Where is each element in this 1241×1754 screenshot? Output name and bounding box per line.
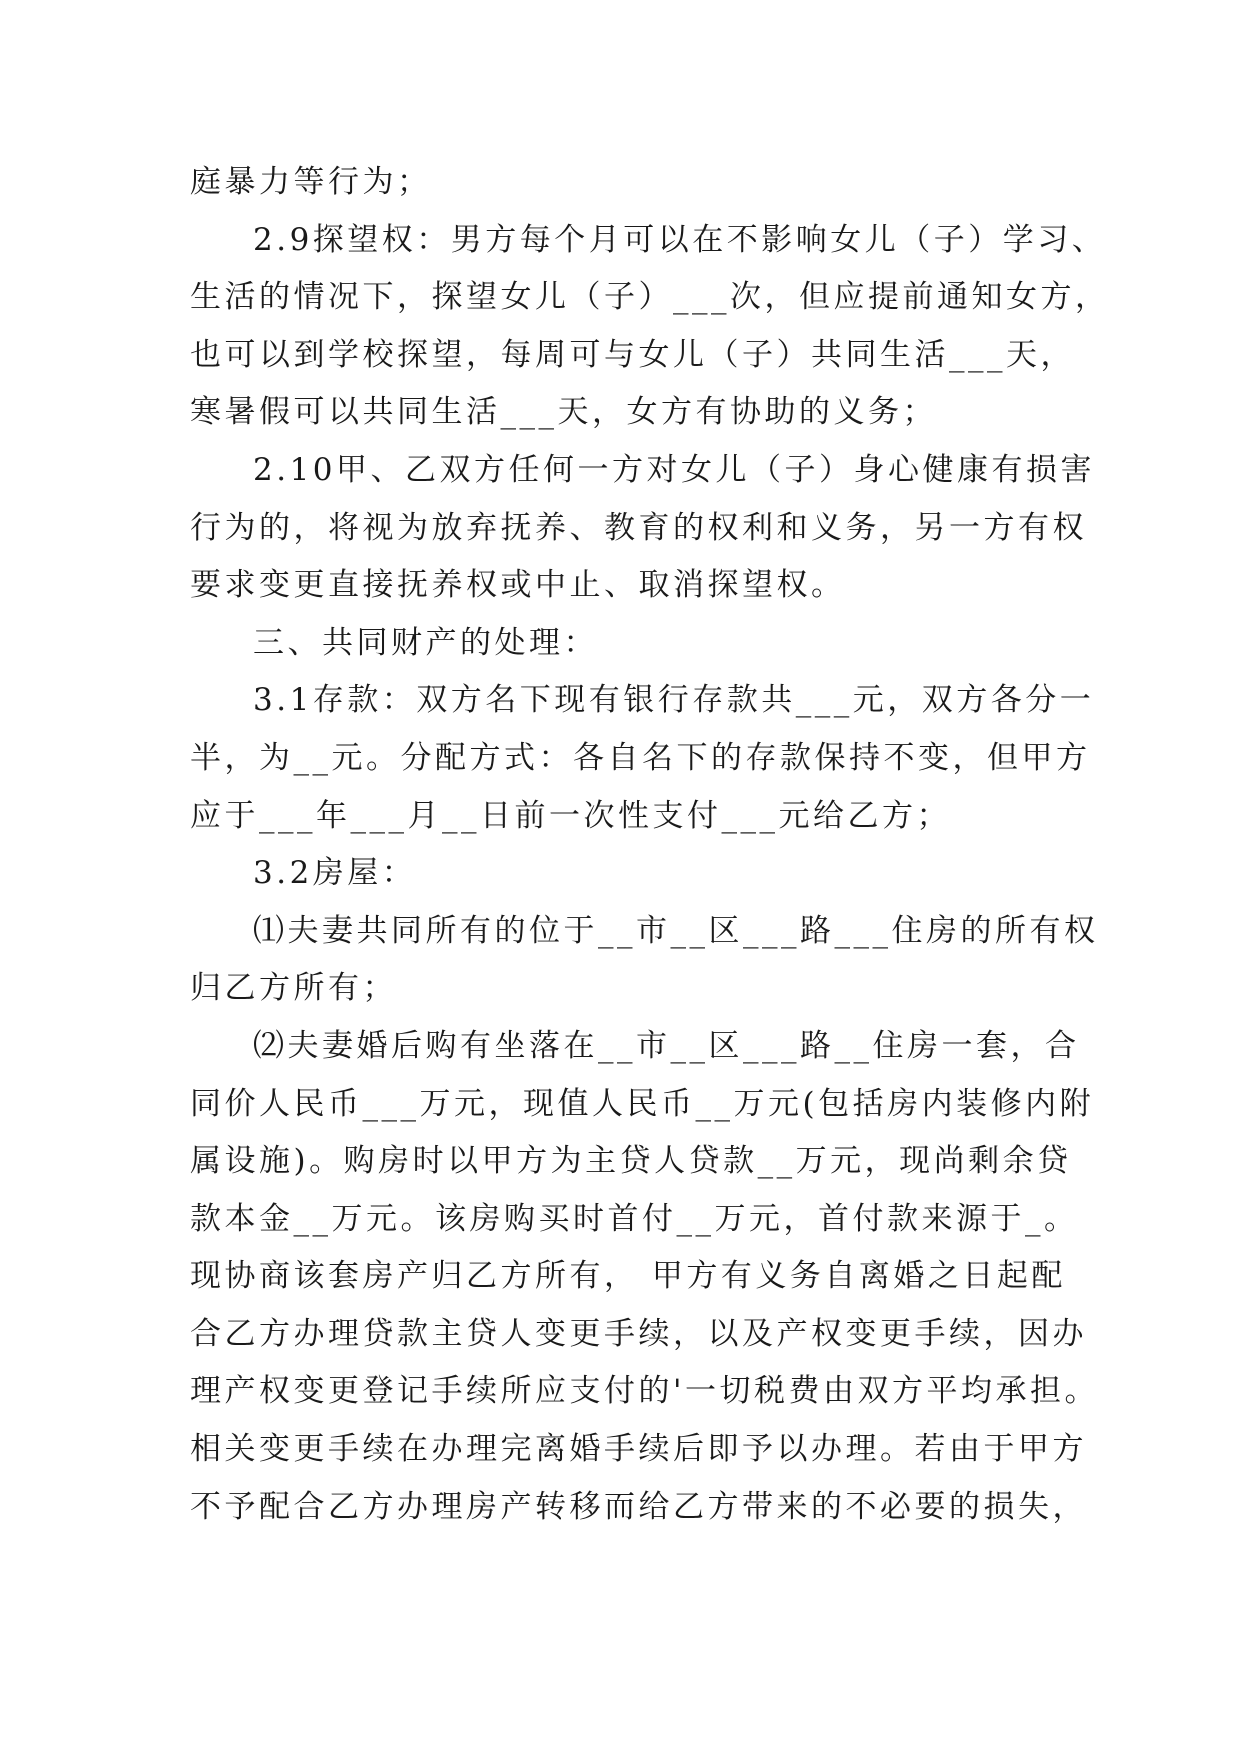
text-line: 半，为__元。分配方式：各自名下的存款保持不变，但甲方 [190, 739, 1091, 776]
text-line: 理产权变更登记手续所应支付的'一切税费由双方平均承担。 [190, 1373, 1100, 1410]
text-line: 寒暑假可以共同生活___天，女方有协助的义务； [190, 394, 937, 431]
text-line: 3.2房屋： [253, 855, 417, 892]
text-line: 相关变更手续在办理完离婚手续后即予以办理。若由于甲方 [190, 1431, 1087, 1468]
text-line: 要求变更直接抚养权或中止、取消探望权。 [190, 567, 846, 604]
text-line: 同价人民币___万元，现值人民币__万元(包括房内装修内附 [190, 1085, 1095, 1122]
text-line: 行为的，将视为放弃抚养、教育的权利和义务，另一方有权 [190, 509, 1087, 546]
text-line: 应于___年___月__日前一次性支付___元给乙方； [190, 797, 951, 834]
text-line: 不予配合乙方办理房产转移而给乙方带来的不必要的损失， [190, 1488, 1087, 1525]
text-line: ⑵夫妻婚后购有坐落在__市__区___路__住房一套，合 [253, 1027, 1080, 1064]
document-body [190, 154, 1110, 1536]
text-line: 庭暴力等行为； [190, 164, 432, 200]
section-heading: 三、共同财产的处理： [253, 624, 598, 661]
text-line: 属设施)。购房时以甲方为主贷人贷款__万元，现尚剩余贷 [190, 1143, 1072, 1180]
text-line: 3.1存款：双方名下现有银行存款共___元，双方各分一 [253, 682, 1095, 719]
text-line: ⑴夫妻共同所有的位于__市__区___路___住房的所有权 [253, 912, 1099, 949]
text-line: 归乙方所有； [190, 970, 397, 1007]
text-line: 合乙方办理贷款主贷人变更手续，以及产权变更手续，因办 [190, 1315, 1087, 1352]
text-line: 2.10甲、乙双方任何一方对女儿（子）身心健康有损害 [253, 451, 1096, 488]
text-line: 2.9探望权：男方每个月可以在不影响女儿（子）学习、 [253, 221, 1107, 258]
text-line: 款本金__万元。该房购买时首付__万元，首付款来源于_。 [190, 1200, 1079, 1237]
text-line: 也可以到学校探望，每周可与女儿（子）共同生活___天， [190, 336, 1075, 373]
text-line: 生活的情况下，探望女儿（子）___次，但应提前通知女方， [190, 279, 1110, 316]
text-line: 现协商该套房产归乙方所有， 甲方有义务自离婚之日起配 [190, 1258, 1066, 1295]
